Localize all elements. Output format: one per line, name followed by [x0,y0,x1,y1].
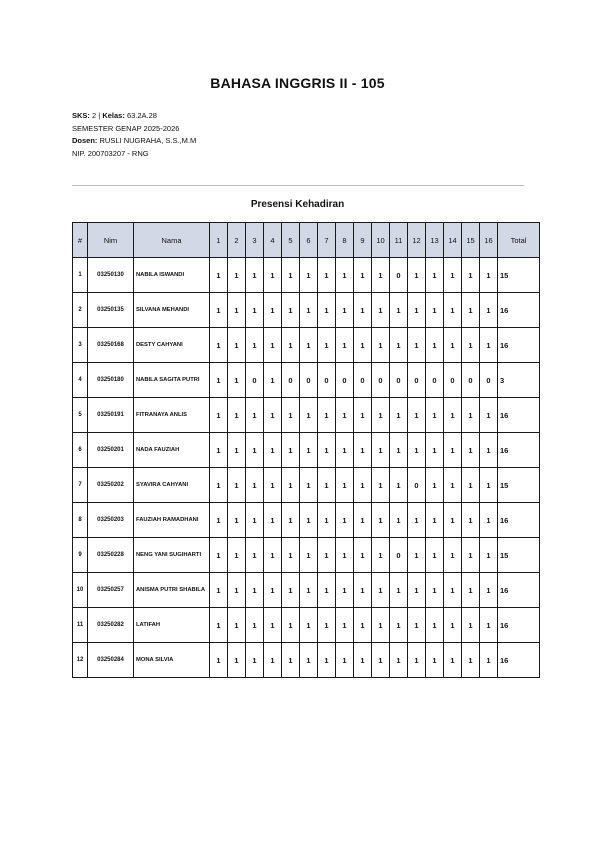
session-cell: 1 [480,258,498,293]
session-cell: 1 [390,468,408,503]
session-cell: 1 [372,398,390,433]
session-cell: 1 [282,503,300,538]
dosen-label: Dosen: [72,136,98,145]
session-cell: 1 [210,573,228,608]
session-cell: 0 [444,363,462,398]
session-cell: 1 [462,293,480,328]
row-number: 6 [73,433,88,468]
total-cell: 15 [498,468,540,503]
column-header: 15 [462,223,480,258]
session-cell: 1 [336,468,354,503]
session-cell: 1 [408,503,426,538]
student-nim: 03250130 [88,258,134,293]
column-header: 7 [318,223,336,258]
column-header: 2 [228,223,246,258]
session-cell: 1 [228,608,246,643]
session-cell: 0 [246,363,264,398]
session-cell: 1 [336,328,354,363]
session-cell: 1 [444,573,462,608]
session-cell: 1 [408,398,426,433]
total-cell: 16 [498,433,540,468]
session-cell: 1 [354,573,372,608]
session-cell: 1 [264,293,282,328]
session-cell: 1 [462,573,480,608]
session-cell: 1 [282,258,300,293]
session-cell: 0 [426,363,444,398]
session-cell: 1 [426,538,444,573]
session-cell: 1 [210,538,228,573]
session-cell: 1 [372,503,390,538]
session-cell: 1 [390,573,408,608]
session-cell: 1 [228,258,246,293]
table-row [73,643,540,678]
session-cell: 1 [210,363,228,398]
total-cell: 16 [498,293,540,328]
session-cell: 0 [282,363,300,398]
session-cell: 1 [246,258,264,293]
table-row [73,608,540,643]
row-number: 2 [73,293,88,328]
student-nim: 03250201 [88,433,134,468]
session-cell: 0 [390,538,408,573]
session-cell: 1 [462,503,480,538]
session-cell: 1 [354,328,372,363]
sks-kelas-line [72,110,196,123]
session-cell: 1 [228,328,246,363]
column-header: Nama [134,223,210,258]
session-cell: 0 [354,363,372,398]
row-number: 4 [73,363,88,398]
student-nim: 03250168 [88,328,134,363]
student-name: FAUZIAH RAMADHANI [134,503,210,538]
total-cell: 16 [498,643,540,678]
session-cell: 1 [300,398,318,433]
session-cell: 1 [444,433,462,468]
session-cell: 0 [390,363,408,398]
session-cell: 1 [426,398,444,433]
row-number: 10 [73,573,88,608]
session-cell: 1 [390,433,408,468]
column-header: 14 [444,223,462,258]
total-cell: 16 [498,398,540,433]
session-cell: 1 [444,328,462,363]
table-row [73,538,540,573]
session-cell: 1 [264,573,282,608]
session-cell: 1 [408,258,426,293]
session-cell: 1 [480,293,498,328]
total-cell: 16 [498,503,540,538]
session-cell: 1 [426,293,444,328]
session-cell: 1 [246,433,264,468]
session-cell: 1 [426,608,444,643]
session-cell: 1 [462,538,480,573]
column-header: 16 [480,223,498,258]
session-cell: 1 [408,328,426,363]
session-cell: 0 [300,363,318,398]
session-cell: 0 [390,258,408,293]
table-header-row [73,223,540,258]
column-header: Total [498,223,540,258]
session-cell: 1 [210,643,228,678]
sks-label: SKS: [72,111,90,120]
student-nim: 03250180 [88,363,134,398]
table-row [73,573,540,608]
course-meta [72,110,196,160]
column-header: 13 [426,223,444,258]
table-row [73,468,540,503]
session-cell: 1 [426,643,444,678]
session-cell: 1 [336,608,354,643]
session-cell: 1 [390,293,408,328]
total-cell: 15 [498,538,540,573]
session-cell: 1 [318,258,336,293]
table-body [73,258,540,678]
session-cell: 1 [354,643,372,678]
session-cell: 1 [390,643,408,678]
session-cell: 1 [282,643,300,678]
student-name: SILVANA MEHANDI [134,293,210,328]
row-number: 11 [73,608,88,643]
session-cell: 1 [228,538,246,573]
session-cell: 1 [336,573,354,608]
session-cell: 1 [372,538,390,573]
session-cell: 1 [300,643,318,678]
table-row [73,398,540,433]
session-cell: 1 [408,643,426,678]
session-cell: 1 [354,293,372,328]
column-header: 6 [300,223,318,258]
column-header: 5 [282,223,300,258]
session-cell: 1 [210,293,228,328]
column-header: Nim [88,223,134,258]
student-name: LATIFAH [134,608,210,643]
row-number: 8 [73,503,88,538]
session-cell: 1 [318,503,336,538]
total-cell: 15 [498,258,540,293]
session-cell: 1 [444,258,462,293]
session-cell: 1 [480,468,498,503]
session-cell: 1 [426,503,444,538]
session-cell: 1 [372,258,390,293]
session-cell: 1 [480,398,498,433]
session-cell: 1 [372,573,390,608]
session-cell: 0 [480,363,498,398]
table-row [73,293,540,328]
session-cell: 1 [372,643,390,678]
total-cell: 3 [498,363,540,398]
table-row [73,363,540,398]
session-cell: 1 [480,538,498,573]
session-cell: 1 [354,398,372,433]
session-cell: 1 [228,503,246,538]
session-cell: 1 [264,538,282,573]
session-cell: 1 [462,433,480,468]
session-cell: 1 [318,608,336,643]
session-cell: 1 [336,293,354,328]
session-cell: 1 [354,503,372,538]
column-header: 3 [246,223,264,258]
session-cell: 1 [444,293,462,328]
section-title: Presensi Kehadiran [250,199,345,210]
session-cell: 1 [372,608,390,643]
session-cell: 1 [462,398,480,433]
session-cell: 1 [480,608,498,643]
session-cell: 1 [264,468,282,503]
session-cell: 1 [228,468,246,503]
session-cell: 1 [408,538,426,573]
session-cell: 1 [246,643,264,678]
student-nim: 03250257 [88,573,134,608]
session-cell: 1 [300,538,318,573]
divider [72,185,524,186]
session-cell: 1 [264,328,282,363]
student-nim: 03250228 [88,538,134,573]
session-cell: 1 [462,328,480,363]
session-cell: 1 [354,468,372,503]
student-name: NABILA ISWANDI [134,258,210,293]
session-cell: 1 [480,433,498,468]
session-cell: 1 [408,573,426,608]
session-cell: 1 [354,538,372,573]
session-cell: 1 [300,433,318,468]
session-cell: 1 [462,258,480,293]
dosen-line [72,135,196,148]
session-cell: 0 [372,363,390,398]
column-header: 12 [408,223,426,258]
session-cell: 1 [480,643,498,678]
session-cell: 1 [408,433,426,468]
session-cell: 1 [372,468,390,503]
session-cell: 1 [300,573,318,608]
session-cell: 1 [300,328,318,363]
total-cell: 16 [498,328,540,363]
session-cell: 1 [264,398,282,433]
session-cell: 1 [264,608,282,643]
dosen-value: RUSLI NUGRAHA, S.S.,M.M [99,136,197,145]
semester-line: SEMESTER GENAP 2025-2026 [72,123,180,133]
table-row [73,503,540,538]
session-cell: 1 [444,468,462,503]
session-cell: 1 [282,398,300,433]
session-cell: 1 [300,503,318,538]
session-cell: 1 [300,468,318,503]
session-cell: 1 [228,398,246,433]
student-name: NENG YANI SUGIHARTI [134,538,210,573]
session-cell: 1 [444,538,462,573]
session-cell: 1 [336,503,354,538]
session-cell: 1 [372,293,390,328]
session-cell: 1 [246,328,264,363]
attendance-table [72,222,540,678]
session-cell: 1 [264,433,282,468]
session-cell: 1 [480,503,498,538]
session-cell: 1 [210,468,228,503]
column-header: 4 [264,223,282,258]
session-cell: 1 [228,433,246,468]
session-cell: 1 [444,608,462,643]
column-header: # [73,223,88,258]
row-number: 7 [73,468,88,503]
session-cell: 1 [210,503,228,538]
session-cell: 1 [264,363,282,398]
session-cell: 1 [390,503,408,538]
session-cell: 1 [426,468,444,503]
page-title: BAHASA INGGRIS II - 105 [210,75,385,91]
session-cell: 1 [210,433,228,468]
student-name: SYAVIRA CAHYANI [134,468,210,503]
session-cell: 1 [246,573,264,608]
student-nim: 03250191 [88,398,134,433]
session-cell: 1 [282,573,300,608]
row-number: 1 [73,258,88,293]
session-cell: 1 [480,573,498,608]
session-cell: 1 [264,503,282,538]
sks-value: 2 [92,111,97,120]
session-cell: 1 [426,258,444,293]
session-cell: 1 [390,328,408,363]
session-cell: 1 [426,573,444,608]
session-cell: 1 [210,328,228,363]
session-cell: 1 [246,468,264,503]
table-row [73,328,540,363]
session-cell: 1 [264,258,282,293]
session-cell: 1 [300,293,318,328]
session-cell: 1 [282,293,300,328]
session-cell: 1 [354,608,372,643]
session-cell: 1 [228,363,246,398]
student-nim: 03250284 [88,643,134,678]
session-cell: 1 [246,538,264,573]
session-cell: 1 [480,328,498,363]
session-cell: 1 [336,258,354,293]
student-nim: 03250202 [88,468,134,503]
session-cell: 0 [408,363,426,398]
session-cell: 1 [318,433,336,468]
session-cell: 1 [336,643,354,678]
session-cell: 0 [318,363,336,398]
session-cell: 1 [444,398,462,433]
session-cell: 1 [462,468,480,503]
student-name: FITRANAYA ANLIS [134,398,210,433]
session-cell: 1 [408,608,426,643]
session-cell: 1 [282,468,300,503]
session-cell: 1 [282,433,300,468]
session-cell: 1 [282,608,300,643]
session-cell: 1 [246,608,264,643]
session-cell: 1 [426,328,444,363]
session-cell: 1 [336,433,354,468]
session-cell: 0 [336,363,354,398]
session-cell: 1 [228,293,246,328]
kelas-label: Kelas: [102,111,125,120]
student-nim: 03250282 [88,608,134,643]
student-name: NABILA SAGITA PUTRI [134,363,210,398]
session-cell: 1 [336,538,354,573]
session-cell: 1 [210,258,228,293]
session-cell: 1 [210,398,228,433]
table-row [73,433,540,468]
session-cell: 1 [246,398,264,433]
student-nim: 03250135 [88,293,134,328]
column-header: 10 [372,223,390,258]
session-cell: 1 [408,293,426,328]
session-cell: 1 [444,643,462,678]
session-cell: 1 [228,573,246,608]
column-header: 11 [390,223,408,258]
session-cell: 1 [354,433,372,468]
student-name: DESTY CAHYANI [134,328,210,363]
row-number: 9 [73,538,88,573]
table-row [73,258,540,293]
student-name: ANISMA PUTRI SHABILA [134,573,210,608]
session-cell: 1 [228,643,246,678]
session-cell: 1 [426,433,444,468]
student-name: MONA SILVIA [134,643,210,678]
session-cell: 1 [246,503,264,538]
session-cell: 0 [408,468,426,503]
session-cell: 1 [390,398,408,433]
session-cell: 1 [372,328,390,363]
session-cell: 1 [318,293,336,328]
meta-separator: | [98,111,101,120]
session-cell: 0 [462,363,480,398]
session-cell: 1 [318,328,336,363]
session-cell: 1 [264,643,282,678]
row-number: 3 [73,328,88,363]
student-name: NADA FAUZIAH [134,433,210,468]
row-number: 12 [73,643,88,678]
session-cell: 1 [336,398,354,433]
column-header: 8 [336,223,354,258]
session-cell: 1 [282,328,300,363]
session-cell: 1 [318,398,336,433]
session-cell: 1 [318,643,336,678]
column-header: 9 [354,223,372,258]
session-cell: 1 [372,433,390,468]
nip-line: NIP. 200703207 - RNG [72,148,149,158]
total-cell: 16 [498,573,540,608]
session-cell: 1 [462,643,480,678]
session-cell: 1 [300,608,318,643]
session-cell: 1 [462,608,480,643]
session-cell: 1 [318,538,336,573]
session-cell: 1 [246,293,264,328]
session-cell: 1 [444,503,462,538]
row-number: 5 [73,398,88,433]
column-header: 1 [210,223,228,258]
session-cell: 1 [318,573,336,608]
session-cell: 1 [210,608,228,643]
kelas-value: 63.2A.28 [126,111,157,120]
session-cell: 1 [390,608,408,643]
session-cell: 1 [282,538,300,573]
session-cell: 1 [354,258,372,293]
student-nim: 03250203 [88,503,134,538]
total-cell: 16 [498,608,540,643]
session-cell: 1 [318,468,336,503]
session-cell: 1 [300,258,318,293]
